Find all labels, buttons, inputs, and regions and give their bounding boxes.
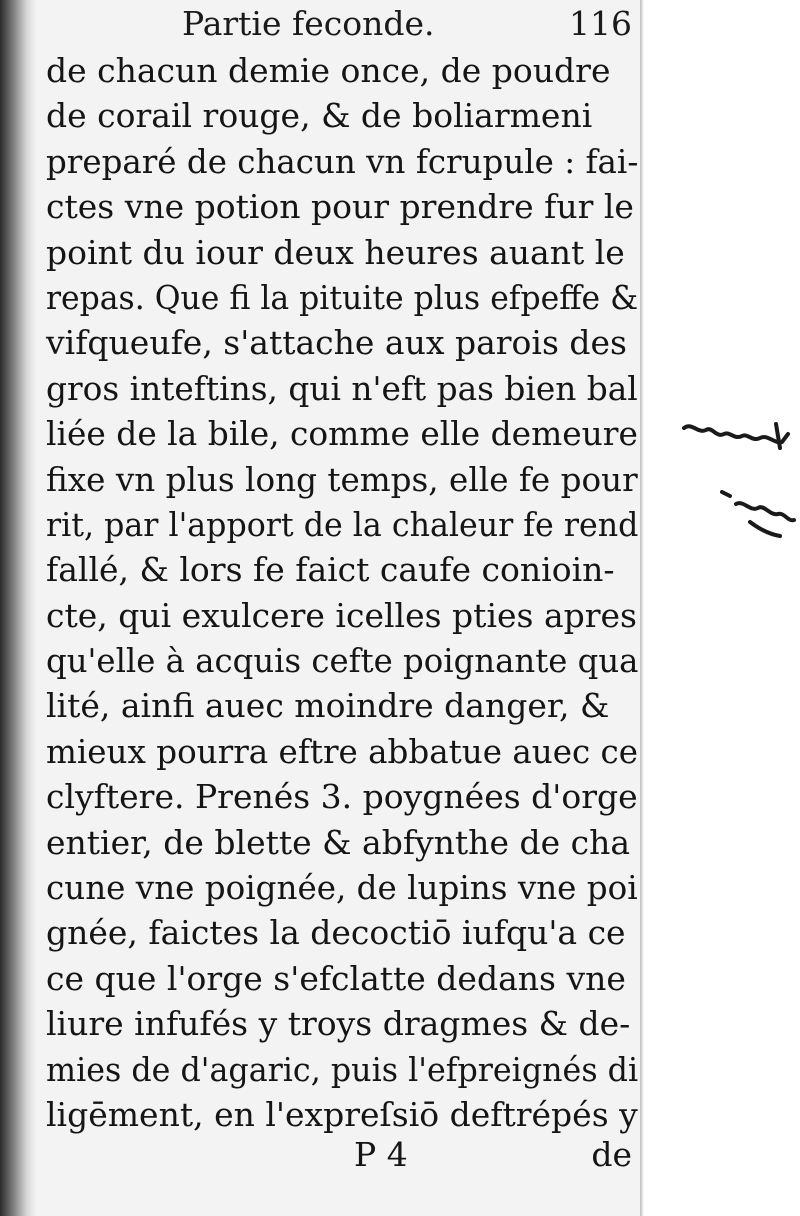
- text-line: preparé de chacun vn fcrupule : fai-: [46, 141, 639, 181]
- signature-mark: P 4: [354, 1135, 408, 1174]
- running-title: Partie feconde.: [182, 4, 435, 43]
- text-line: vifqueufe, s'attache aux parois des: [46, 323, 627, 363]
- text-line: repas. Que fi la pituite plus efpeffe &: [46, 277, 639, 317]
- text-line: cte, qui exulcere icelles pties apres: [46, 595, 637, 635]
- text-line: ligēment, en l'expreſsiō deftrépés y: [46, 1094, 638, 1134]
- page-footer: [40, 1132, 632, 1178]
- text-line: cune vne poignée, de lupins vne poi: [46, 868, 638, 908]
- text-line: lité, ainfi auec moindre danger, &: [46, 686, 610, 726]
- text-line: clyftere. Prenés 3. poygnées d'orge: [46, 777, 638, 817]
- text-line: gnée, faictes la decoctiō iufqu'a ce: [46, 913, 626, 953]
- text-line: liure infufés y troys dragmes & de-: [46, 1004, 631, 1044]
- page-edge: [640, 0, 644, 1216]
- text-line: fallé, & lors fe faict caufe conioin-: [46, 550, 615, 590]
- text-line: fixe vn plus long temps, elle fe pour: [46, 459, 638, 499]
- text-line: rit, par l'apport de la chaleur fe rend: [46, 504, 639, 544]
- running-head: [40, 4, 632, 44]
- catchword: de: [591, 1135, 632, 1174]
- text-line: mieux pourra eftre abbatue auec ce: [46, 731, 639, 771]
- page-number: 116: [569, 4, 632, 43]
- text-line: de chacun demie once, de poudre: [46, 51, 611, 90]
- body-text: [46, 48, 638, 1137]
- book-gutter-shadow: [0, 0, 36, 1216]
- text-line: entier, de blette & abfynthe de cha: [46, 822, 631, 862]
- text-line: mies de d'agaric, puis l'efpreignés di: [46, 1049, 639, 1089]
- text-line: qu'elle à acquis cefte poignante qua: [46, 641, 639, 681]
- handwritten-margin-note: [676, 404, 800, 564]
- text-line: ce que l'orge s'efclatte dedans vne: [46, 958, 626, 998]
- text-line: point du iour deux heures auant le: [46, 232, 625, 272]
- text-line: ctes vne potion pour prendre fur le: [46, 187, 634, 227]
- text-line: de corail rouge, & de boliarmeni: [46, 96, 593, 136]
- text-line: liée de la bile, comme elle demeure: [46, 414, 638, 454]
- text-line: gros inteftins, qui n'eft pas bien bal: [46, 368, 638, 408]
